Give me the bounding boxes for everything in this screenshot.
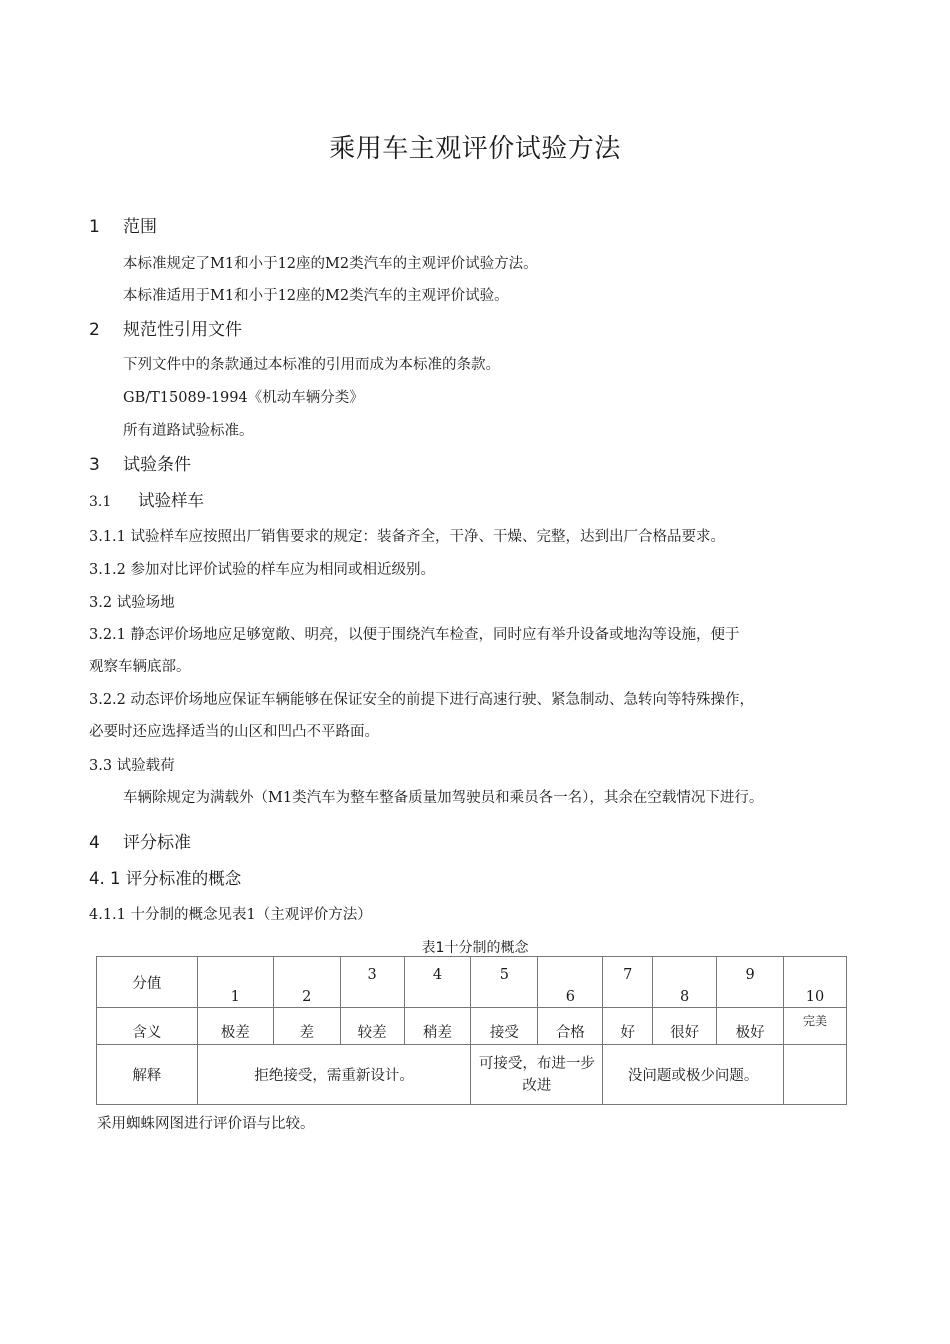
meaning-cell: 合格 xyxy=(538,1008,603,1045)
section-2-heading xyxy=(89,315,242,340)
meaning-cell: 极好 xyxy=(717,1008,784,1045)
row-header: 含义 xyxy=(97,1008,198,1045)
score-cell: 7 xyxy=(603,957,653,1008)
reference-standard: GB/T15089-1994《机动车辆分类》 xyxy=(123,390,364,406)
score-cell: 4 xyxy=(404,957,471,1008)
score-cell: 1 xyxy=(197,957,273,1008)
clause-3-2-1: 3.2.1 静态评价场地应足够宽敞、明亮，以便于围绕汽车检查，同时应有举升设备或地沟等设施，便于 xyxy=(89,627,740,643)
section-title: 试验条件 xyxy=(123,455,191,475)
subsection-number: 3.1 xyxy=(89,494,112,510)
subsection-4-1-heading: 4. 1 评分标准的概念 xyxy=(89,869,242,888)
clause-3-1-1: 3.1.1 试验样车应按照出厂销售要求的规定：装备齐全，干净、干燥、完整，达到出厂合格品要求。 xyxy=(89,529,725,545)
meaning-cell: 较差 xyxy=(340,1008,404,1045)
section-number: 3 xyxy=(89,455,100,475)
paragraph: 本标准适用于M1和小于12座的M2类汽车的主观评价试验。 xyxy=(123,288,509,304)
score-cell: 5 xyxy=(471,957,538,1008)
table-row xyxy=(97,957,847,1008)
subsection-3-3-heading: 3.3 试验载荷 xyxy=(89,758,175,774)
explanation-cell: 可接受，布进一步改进 xyxy=(471,1045,603,1105)
section-number: 1 xyxy=(89,217,100,237)
section-title: 范围 xyxy=(123,217,157,237)
clause-3-2-2: 3.2.2 动态评价场地应保证车辆能够在保证安全的前提下进行高速行驶、紧急制动、急转向等特殊操作， xyxy=(89,692,754,708)
score-cell: 3 xyxy=(340,957,404,1008)
section-1-heading xyxy=(89,212,157,237)
score-cell: 9 xyxy=(717,957,784,1008)
section-title: 评分标准 xyxy=(123,833,191,853)
section-number: 2 xyxy=(89,320,100,340)
clause-3-2-2-cont: 必要时还应选择适当的山区和凹凸不平路面。 xyxy=(89,724,379,740)
subsection-3-2-heading: 3.2 试验场地 xyxy=(89,595,175,611)
paragraph: 车辆除规定为满载外（M1类汽车为整车整备质量加驾驶员和乘员各一名），其余在空载情况下进行。 xyxy=(123,790,764,806)
section-3-heading xyxy=(89,450,191,475)
page-title: 乘用车主观评价试验方法 xyxy=(329,134,621,164)
table-row xyxy=(97,1045,847,1105)
paragraph: 下列文件中的条款通过本标准的引用而成为本标准的条款。 xyxy=(123,357,500,373)
paragraph: 本标准规定了M1和小于12座的M2类汽车的主观评价试验方法。 xyxy=(123,256,538,272)
explanation-cell: 没问题或极少问题。 xyxy=(603,1045,784,1105)
paragraph: 所有道路试验标准。 xyxy=(123,423,254,439)
clause-3-2-1-cont: 观察车辆底部。 xyxy=(89,659,191,675)
clause-4-1-1: 4.1.1 十分制的概念见表1（主观评价方法） xyxy=(89,907,372,923)
meaning-cell: 极差 xyxy=(197,1008,273,1045)
section-title: 规范性引用文件 xyxy=(123,320,242,340)
score-cell: 2 xyxy=(273,957,340,1008)
section-number: 4 xyxy=(89,833,100,853)
score-cell: 8 xyxy=(653,957,717,1008)
table-caption: 表1十分制的概念 xyxy=(421,940,529,956)
meaning-cell: 好 xyxy=(603,1008,653,1045)
table-row xyxy=(97,1008,847,1045)
meaning-cell: 很好 xyxy=(653,1008,717,1045)
score-cell: 10 xyxy=(784,957,847,1008)
footer-paragraph: 采用蜘蛛网图进行评价语与比较。 xyxy=(97,1116,315,1132)
section-4-heading xyxy=(89,828,191,853)
meaning-cell: 稍差 xyxy=(404,1008,471,1045)
score-cell: 6 xyxy=(538,957,603,1008)
grading-table xyxy=(96,956,847,1105)
meaning-cell: 完美 xyxy=(784,1008,847,1045)
row-header: 分值 xyxy=(97,957,198,1008)
subsection-title: 试验样车 xyxy=(138,491,204,510)
explanation-cell: 拒绝接受，需重新设计。 xyxy=(197,1045,471,1105)
meaning-cell: 差 xyxy=(273,1008,340,1045)
clause-3-1-2: 3.1.2 参加对比评价试验的样车应为相同或相近级别。 xyxy=(89,562,436,578)
subsection-3-1-heading xyxy=(89,487,204,511)
explanation-cell xyxy=(784,1045,847,1105)
meaning-cell: 接受 xyxy=(471,1008,538,1045)
row-header: 解释 xyxy=(97,1045,198,1105)
